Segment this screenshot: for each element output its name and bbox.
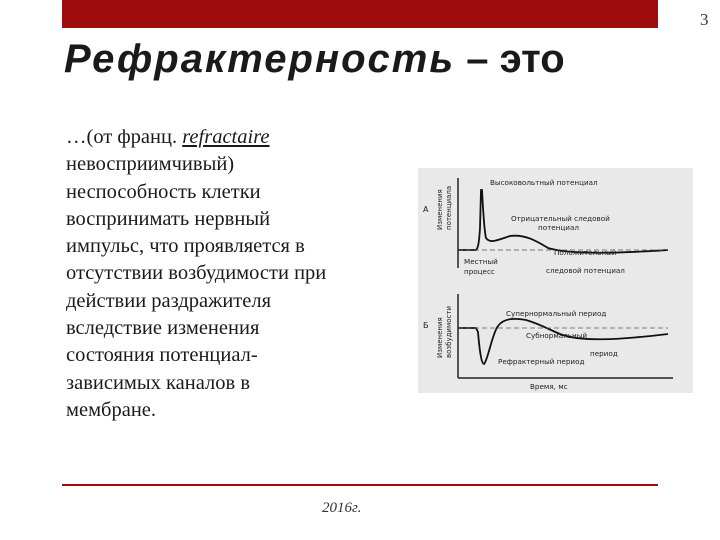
slide-date: 2016г.: [322, 500, 362, 516]
x-axis-label: Время, мс: [530, 382, 568, 391]
refractory-diagram: [418, 168, 693, 393]
definition-line: действии раздражителя: [66, 289, 272, 312]
definition-line: отсутствии возбудимости при: [66, 262, 327, 285]
definition-term: refractaire: [182, 126, 270, 148]
definition-line: воспринимать нервный: [66, 207, 271, 230]
page-number: 3: [700, 10, 709, 29]
definition-line: вследствие изменения: [66, 317, 260, 340]
definition-line: невосприимчивый): [66, 153, 235, 176]
title-rest: – это: [455, 37, 565, 81]
bottom-divider: [62, 484, 658, 486]
label-positive-trace-1: Положительный: [554, 248, 617, 257]
definition-intro: …(от франц.: [66, 126, 183, 148]
label-local-process-1: Местный: [464, 257, 498, 266]
definition-line: состояния потенциал-: [66, 344, 258, 367]
definition-text: [66, 124, 396, 424]
panel-a-ylabel-1: Изменения: [436, 189, 444, 230]
label-negative-trace-1: Отрицательный следовой: [511, 214, 610, 223]
label-positive-trace-2: следовой потенциал: [546, 266, 625, 275]
label-negative-trace-2: потенциал: [538, 223, 579, 232]
label-high-voltage: Высоковольтный потенциал: [490, 178, 598, 187]
panel-b-ylabel-1: Изменения: [436, 317, 444, 358]
top-accent-bar: [62, 0, 658, 28]
label-subnormal-1: Субнормальный: [526, 331, 588, 340]
definition-line: неспособность клетки: [66, 180, 261, 203]
slide-title: [64, 36, 565, 82]
panel-b-letter: Б: [423, 321, 429, 330]
label-subnormal-2: период: [590, 349, 618, 358]
label-refractory: Рефрактерный период: [498, 357, 585, 366]
panel-a-ylabel-2: потенциала: [445, 185, 453, 230]
panel-b-ylabel-2: возбудимости: [445, 305, 453, 358]
panel-a-letter: А: [423, 205, 429, 214]
label-local-process-2: процесс: [464, 267, 495, 276]
definition-line: [66, 124, 396, 151]
title-term: Рефрактерность: [64, 37, 456, 81]
definition-line: зависимых каналов в: [66, 371, 250, 394]
definition-line: мембране.: [66, 398, 157, 421]
label-supernormal: Супернормальный период: [506, 309, 607, 318]
refractory-figure: [418, 168, 693, 393]
definition-line: импульс, что проявляется в: [66, 235, 305, 258]
